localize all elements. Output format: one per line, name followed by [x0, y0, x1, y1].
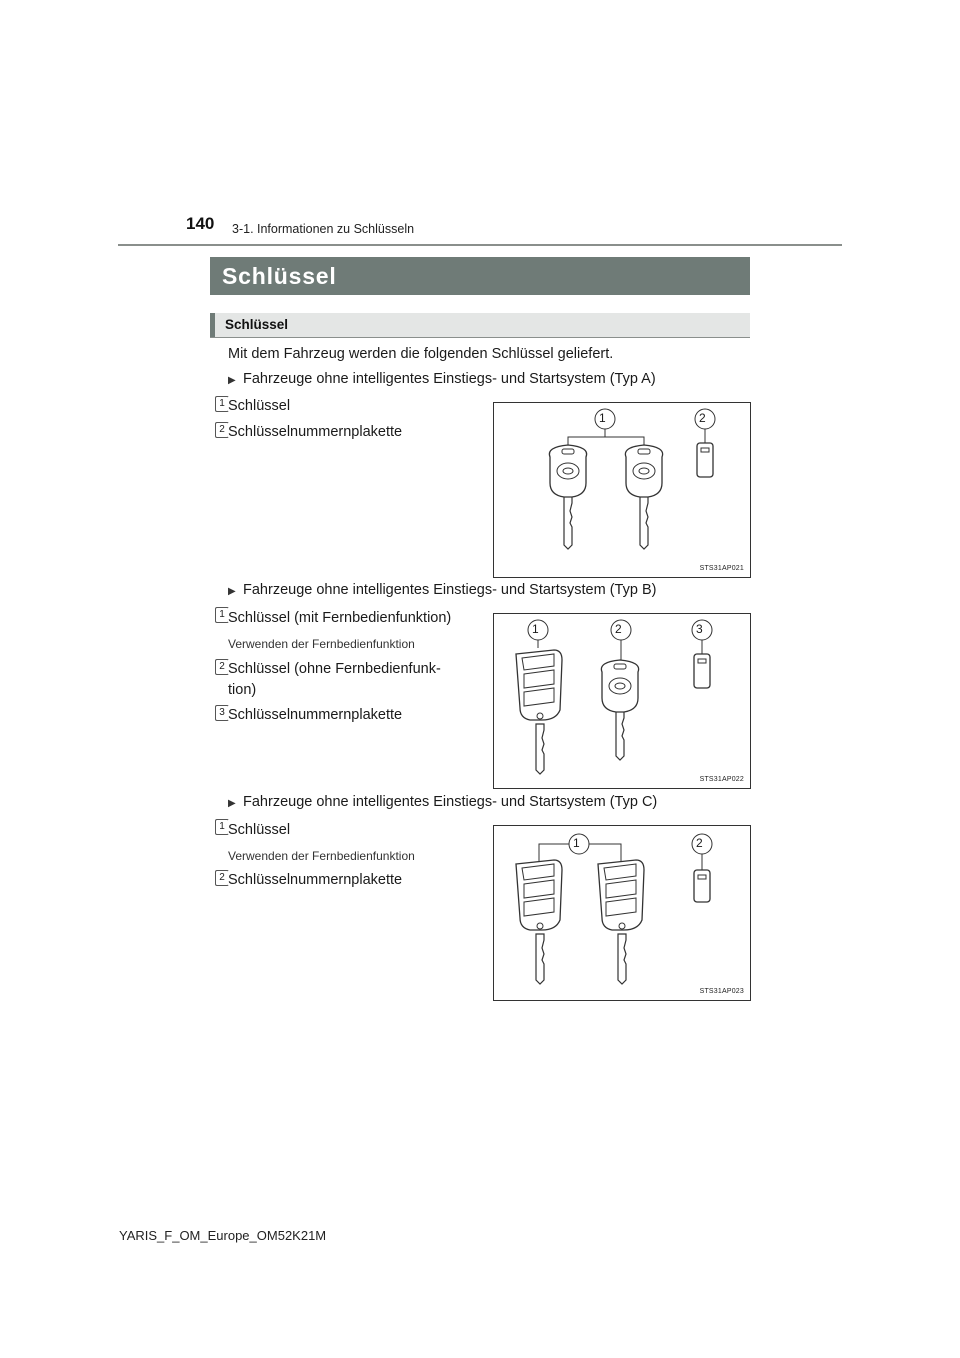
header-divider	[118, 244, 842, 246]
key-number-plate-icon	[694, 654, 710, 688]
group-b-item-1-note: Verwenden der Fernbedienfunktion	[228, 637, 415, 651]
item-number-badge: 3	[215, 705, 229, 721]
item-number-badge: 2	[215, 422, 229, 438]
callout-number: 1	[532, 622, 539, 636]
callout-number: 2	[699, 411, 706, 425]
figure-type-a	[493, 402, 751, 578]
figure-type-b	[493, 613, 751, 789]
figure-type-c	[493, 825, 751, 1001]
callout-number: 1	[573, 836, 580, 850]
group-a-heading: Fahrzeuge ohne intelligentes Einstiegs- und Startsystem (Typ A)	[243, 371, 656, 387]
group-b-heading: Fahrzeuge ohne intelligentes Einstiegs- und Startsystem (Typ B)	[243, 582, 657, 598]
callout-number: 2	[615, 622, 622, 636]
item-number-badge: 1	[215, 819, 229, 835]
triangle-right-icon: ▶	[228, 375, 236, 386]
group-c-heading: Fahrzeuge ohne intelligentes Einstiegs- und Startsystem (Typ C)	[243, 794, 658, 810]
group-b-item-3-label: Schlüsselnummernplakette	[228, 707, 403, 723]
page-title-bar	[210, 257, 750, 295]
section-accent	[210, 313, 215, 337]
remote-flip-key-icon	[516, 650, 562, 774]
car-key-icon	[625, 445, 662, 549]
group-c-item-1-label: Schlüssel	[228, 822, 291, 838]
group-b-item-2-label-line1: Schlüssel (ohne Fernbedienfunk-	[228, 661, 441, 677]
callout-number: 3	[696, 622, 703, 636]
item-number-badge: 2	[215, 659, 229, 675]
intro-text: Mit dem Fahrzeug werden die folgenden Schlüssel geliefert.	[228, 346, 614, 362]
section-heading-bar	[210, 313, 750, 338]
group-c-item-2-label: Schlüsselnummernplakette	[228, 872, 403, 888]
car-key-icon	[549, 445, 586, 549]
figure-code: STS31AP023	[699, 988, 744, 995]
remote-flip-key-icon	[598, 860, 644, 984]
figure-code: STS31AP022	[699, 776, 744, 783]
section-heading: Schlüssel	[225, 317, 289, 332]
page-title: Schlüssel	[222, 263, 337, 289]
item-number-badge: 1	[215, 607, 229, 623]
group-c-item-1-note: Verwenden der Fernbedienfunktion	[228, 849, 415, 863]
chapter-heading: 3-1. Informationen zu Schlüsseln	[232, 222, 415, 236]
car-key-icon	[601, 660, 638, 760]
document-footer: YARIS_F_OM_Europe_OM52K21M	[119, 1228, 327, 1243]
remote-flip-key-icon	[516, 860, 562, 984]
triangle-right-icon: ▶	[228, 586, 236, 597]
page-number: 140	[186, 214, 215, 233]
key-number-plate-icon	[694, 870, 710, 902]
key-number-plate-icon	[697, 443, 713, 477]
item-number-badge: 1	[215, 396, 229, 412]
group-b-item-1-label: Schlüssel (mit Fernbedienfunktion)	[228, 610, 452, 626]
group-b-item-2-label-line2: tion)	[228, 682, 257, 698]
triangle-right-icon: ▶	[228, 798, 236, 809]
group-a-item-1-label: Schlüssel	[228, 398, 291, 414]
figure-code: STS31AP021	[699, 565, 744, 572]
callout-number: 1	[599, 411, 606, 425]
item-number-badge: 2	[215, 870, 229, 886]
callout-number: 2	[696, 836, 703, 850]
group-a-item-2-label: Schlüsselnummernplakette	[228, 424, 403, 440]
